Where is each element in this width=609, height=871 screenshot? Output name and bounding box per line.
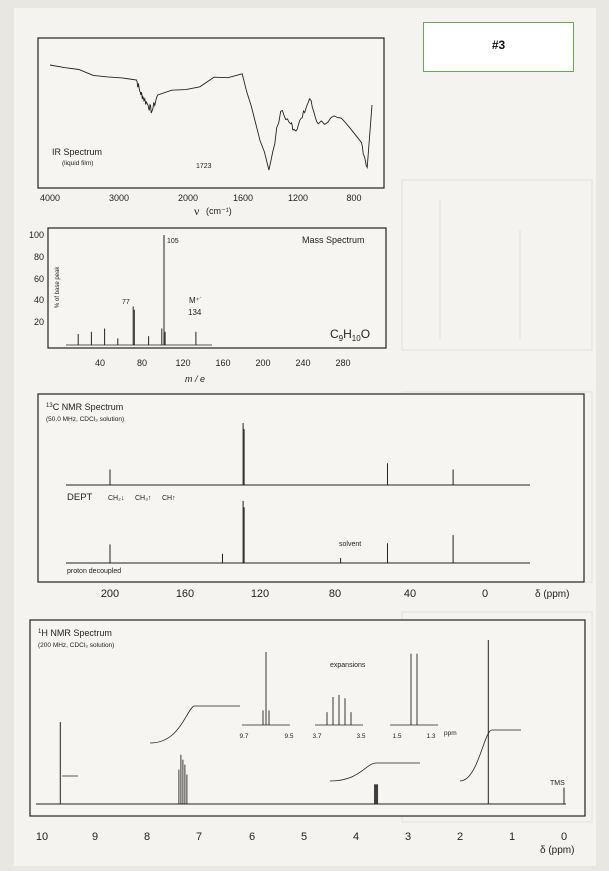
dept-legend-ch: CH↑ (162, 495, 176, 502)
c13-decoupled-label: proton decoupled (67, 568, 122, 575)
h1-inset-tick: 9.7 (239, 733, 249, 740)
mass-title: Mass Spectrum (302, 235, 365, 245)
mass-base-peak-label: 105 (167, 238, 179, 245)
h1-inset-tick: 9.5 (284, 733, 294, 740)
h1-x-tick: 9 (91, 831, 99, 843)
mass-x-tick: 80 (136, 358, 148, 368)
h1-inset-tick: 3.7 (312, 733, 322, 740)
h1-x-tick: 1 (508, 831, 516, 843)
h1-conditions: (200 MHz, CDCl₃ solution) (38, 642, 115, 649)
ir-x-tick: 2000 (177, 193, 199, 203)
ir-axis-unit: (cm⁻¹) (206, 206, 232, 216)
mass-molecular-mass-label: 134 (188, 308, 202, 317)
c13-panel (38, 394, 584, 600)
h1-inset-tick: 1.3 (426, 733, 436, 740)
mass-y-tick: 20 (33, 317, 44, 327)
h1-x-tick: 8 (143, 831, 151, 843)
dept-label: DEPT (67, 492, 93, 503)
h1-axis-unit: δ (ppm) (540, 845, 575, 856)
mass-molecular-ion-label: M⁺˙ (189, 296, 203, 305)
dept-legend-ch3: CH₃↑ (135, 495, 152, 502)
h1-x-tick: 4 (352, 831, 360, 843)
ir-x-tick: 800 (346, 193, 362, 203)
mass-fragment-label: 77 (122, 299, 130, 306)
c13-conditions: (50.0 MHz, CDCl₃ solution) (46, 416, 125, 423)
mass-x-tick: 280 (335, 358, 351, 368)
c13-x-tick: 120 (250, 588, 270, 600)
mass-x-tick: 120 (175, 358, 191, 368)
h1-frame (30, 620, 585, 816)
mass-y-axis-label: % of base peak (55, 266, 61, 308)
c13-x-tick: 0 (481, 588, 489, 600)
c13-x-tick: 40 (403, 588, 417, 600)
c13-x-tick: 160 (175, 588, 195, 600)
mass-x-tick: 200 (255, 358, 271, 368)
mass-x-tick: 240 (295, 358, 311, 368)
mass-y-tick: 40 (33, 295, 44, 305)
ir-peak-label: 1723 (196, 163, 212, 170)
h1-x-tick: 3 (404, 831, 412, 843)
h1-inset-tick: 1.5 (392, 733, 402, 740)
ir-x-tick: 4000 (39, 193, 61, 203)
c13-x-tick: 200 (100, 588, 120, 600)
problem-label-box (423, 22, 574, 72)
molecular-formula: $C_9H_{10}O$ (330, 327, 371, 343)
mass-x-axis-label: m / e (184, 374, 206, 384)
h1-title: $^1$H NMR Spectrum (38, 628, 112, 638)
ir-x-tick: 1200 (287, 193, 309, 203)
mass-y-tick: 100 (28, 230, 44, 240)
h1-x-tick: 7 (195, 831, 203, 843)
c13-title: $^{13}$C NMR Spectrum (46, 402, 124, 412)
problem-label: #3 (491, 38, 506, 52)
ir-subtitle: (liquid film) (62, 160, 94, 167)
ir-axis-symbol: ν (194, 204, 200, 218)
h1-x-tick: 2 (456, 831, 464, 843)
c13-axis-unit: δ (ppm) (535, 589, 570, 600)
ir-title: IR Spectrum (52, 147, 103, 157)
mass-x-tick: 160 (215, 358, 231, 368)
h1-x-tick: 6 (248, 831, 256, 843)
h1-inset-unit: ppm (444, 730, 457, 737)
c13-solvent-label: solvent (339, 541, 362, 548)
ir-x-tick: 1600 (232, 193, 254, 203)
mass-x-tick: 40 (94, 358, 106, 368)
h1-tms-label: TMS (550, 780, 565, 787)
h1-x-tick: 10 (35, 831, 49, 843)
h1-inset-tick: 3.5 (356, 733, 366, 740)
h1-x-tick: 5 (300, 831, 308, 843)
c13-x-tick: 80 (328, 588, 342, 600)
dept-legend-ch2: CH₂↓ (108, 495, 125, 502)
h1-expansions-label: expansions (330, 662, 366, 669)
mass-y-tick: 80 (33, 252, 44, 262)
ir-x-tick: 3000 (108, 193, 130, 203)
mass-y-tick: 60 (33, 274, 44, 284)
h1-x-tick: 0 (560, 831, 568, 843)
